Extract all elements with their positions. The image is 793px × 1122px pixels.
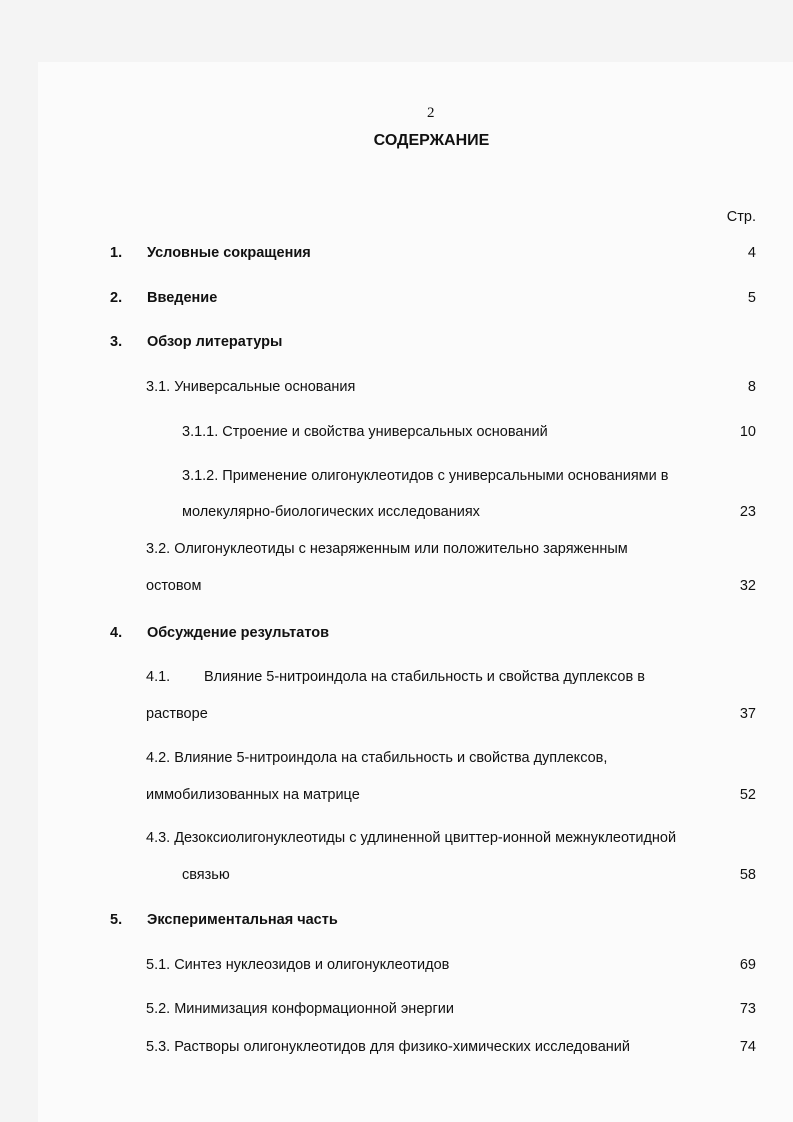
toc-entry-number: 1.	[110, 245, 123, 261]
toc-entry-number: 2.	[110, 290, 123, 306]
toc-entry-page: 58	[739, 867, 756, 883]
toc-entry-page: 73	[739, 1001, 756, 1017]
page-number: 2	[427, 105, 435, 121]
toc-entry-title-line2: связью	[182, 867, 230, 883]
toc-entry-title-line2: остовом	[146, 578, 202, 594]
toc-entry-page: 74	[739, 1039, 756, 1055]
toc-entry-page: 5	[747, 290, 756, 306]
toc-entry-title-line1: 4.3. Дезоксиолигонуклеотиды с удлиненной цвиттер-ионной межнуклеотидной	[146, 830, 677, 846]
toc-entry-page: 37	[739, 706, 756, 722]
toc-entry-title: Введение	[147, 290, 218, 306]
toc-entry-page: 52	[739, 787, 756, 803]
toc-entry-page: 23	[739, 504, 756, 520]
toc-entry-page: 8	[747, 379, 756, 395]
toc-entry-number: 3.	[110, 334, 123, 350]
toc-entry-title: 5.3. Растворы олигонуклеотидов для физико-химических исследований	[146, 1039, 630, 1055]
toc-entry-title-line1: 3.2. Олигонуклеотиды с незаряженным или положительно заряженным	[146, 541, 628, 557]
toc-entry-title: 3.1.1. Строение и свойства универсальных оснований	[182, 424, 548, 440]
page-column-header: Стр.	[726, 209, 756, 225]
toc-entry-title-line1: Влияние 5-нитроиндола на стабильность и свойства дуплексов в	[204, 669, 645, 685]
toc-entry-page: 4	[747, 245, 756, 261]
toc-entry-number: 4.1.	[146, 669, 171, 685]
toc-entry-title-line2: молекулярно-биологических исследованиях	[182, 504, 480, 520]
toc-entry-title-line2: иммобилизованных на матрице	[146, 787, 360, 803]
toc-entry-page: 69	[739, 957, 756, 973]
toc-entry-title: 5.2. Минимизация конформационной энергии	[146, 1001, 454, 1017]
toc-entry-title-line2: растворе	[146, 706, 208, 722]
toc-entry-title: Обсуждение результатов	[147, 625, 330, 641]
toc-entry-title: 5.1. Синтез нуклеозидов и олигонуклеотидов	[146, 957, 450, 973]
toc-entry-title: 3.1. Универсальные основания	[146, 379, 356, 395]
toc-entry-title-line1: 3.1.2. Применение олигонуклеотидов с универсальными основаниями в	[182, 468, 669, 484]
toc-entry-number: 5.	[110, 912, 123, 928]
toc-entry-title: Экспериментальная часть	[147, 912, 338, 928]
page-title: СОДЕРЖАНИЕ	[373, 132, 490, 149]
toc-entry-title: Условные сокращения	[147, 245, 311, 261]
toc-entry-title-line1: 4.2. Влияние 5-нитроиндола на стабильность и свойства дуплексов,	[146, 750, 608, 766]
toc-entry-page: 32	[739, 578, 756, 594]
toc-entry-page: 10	[739, 424, 756, 440]
toc-entry-number: 4.	[110, 625, 123, 641]
toc-entry-title: Обзор литературы	[147, 334, 283, 350]
